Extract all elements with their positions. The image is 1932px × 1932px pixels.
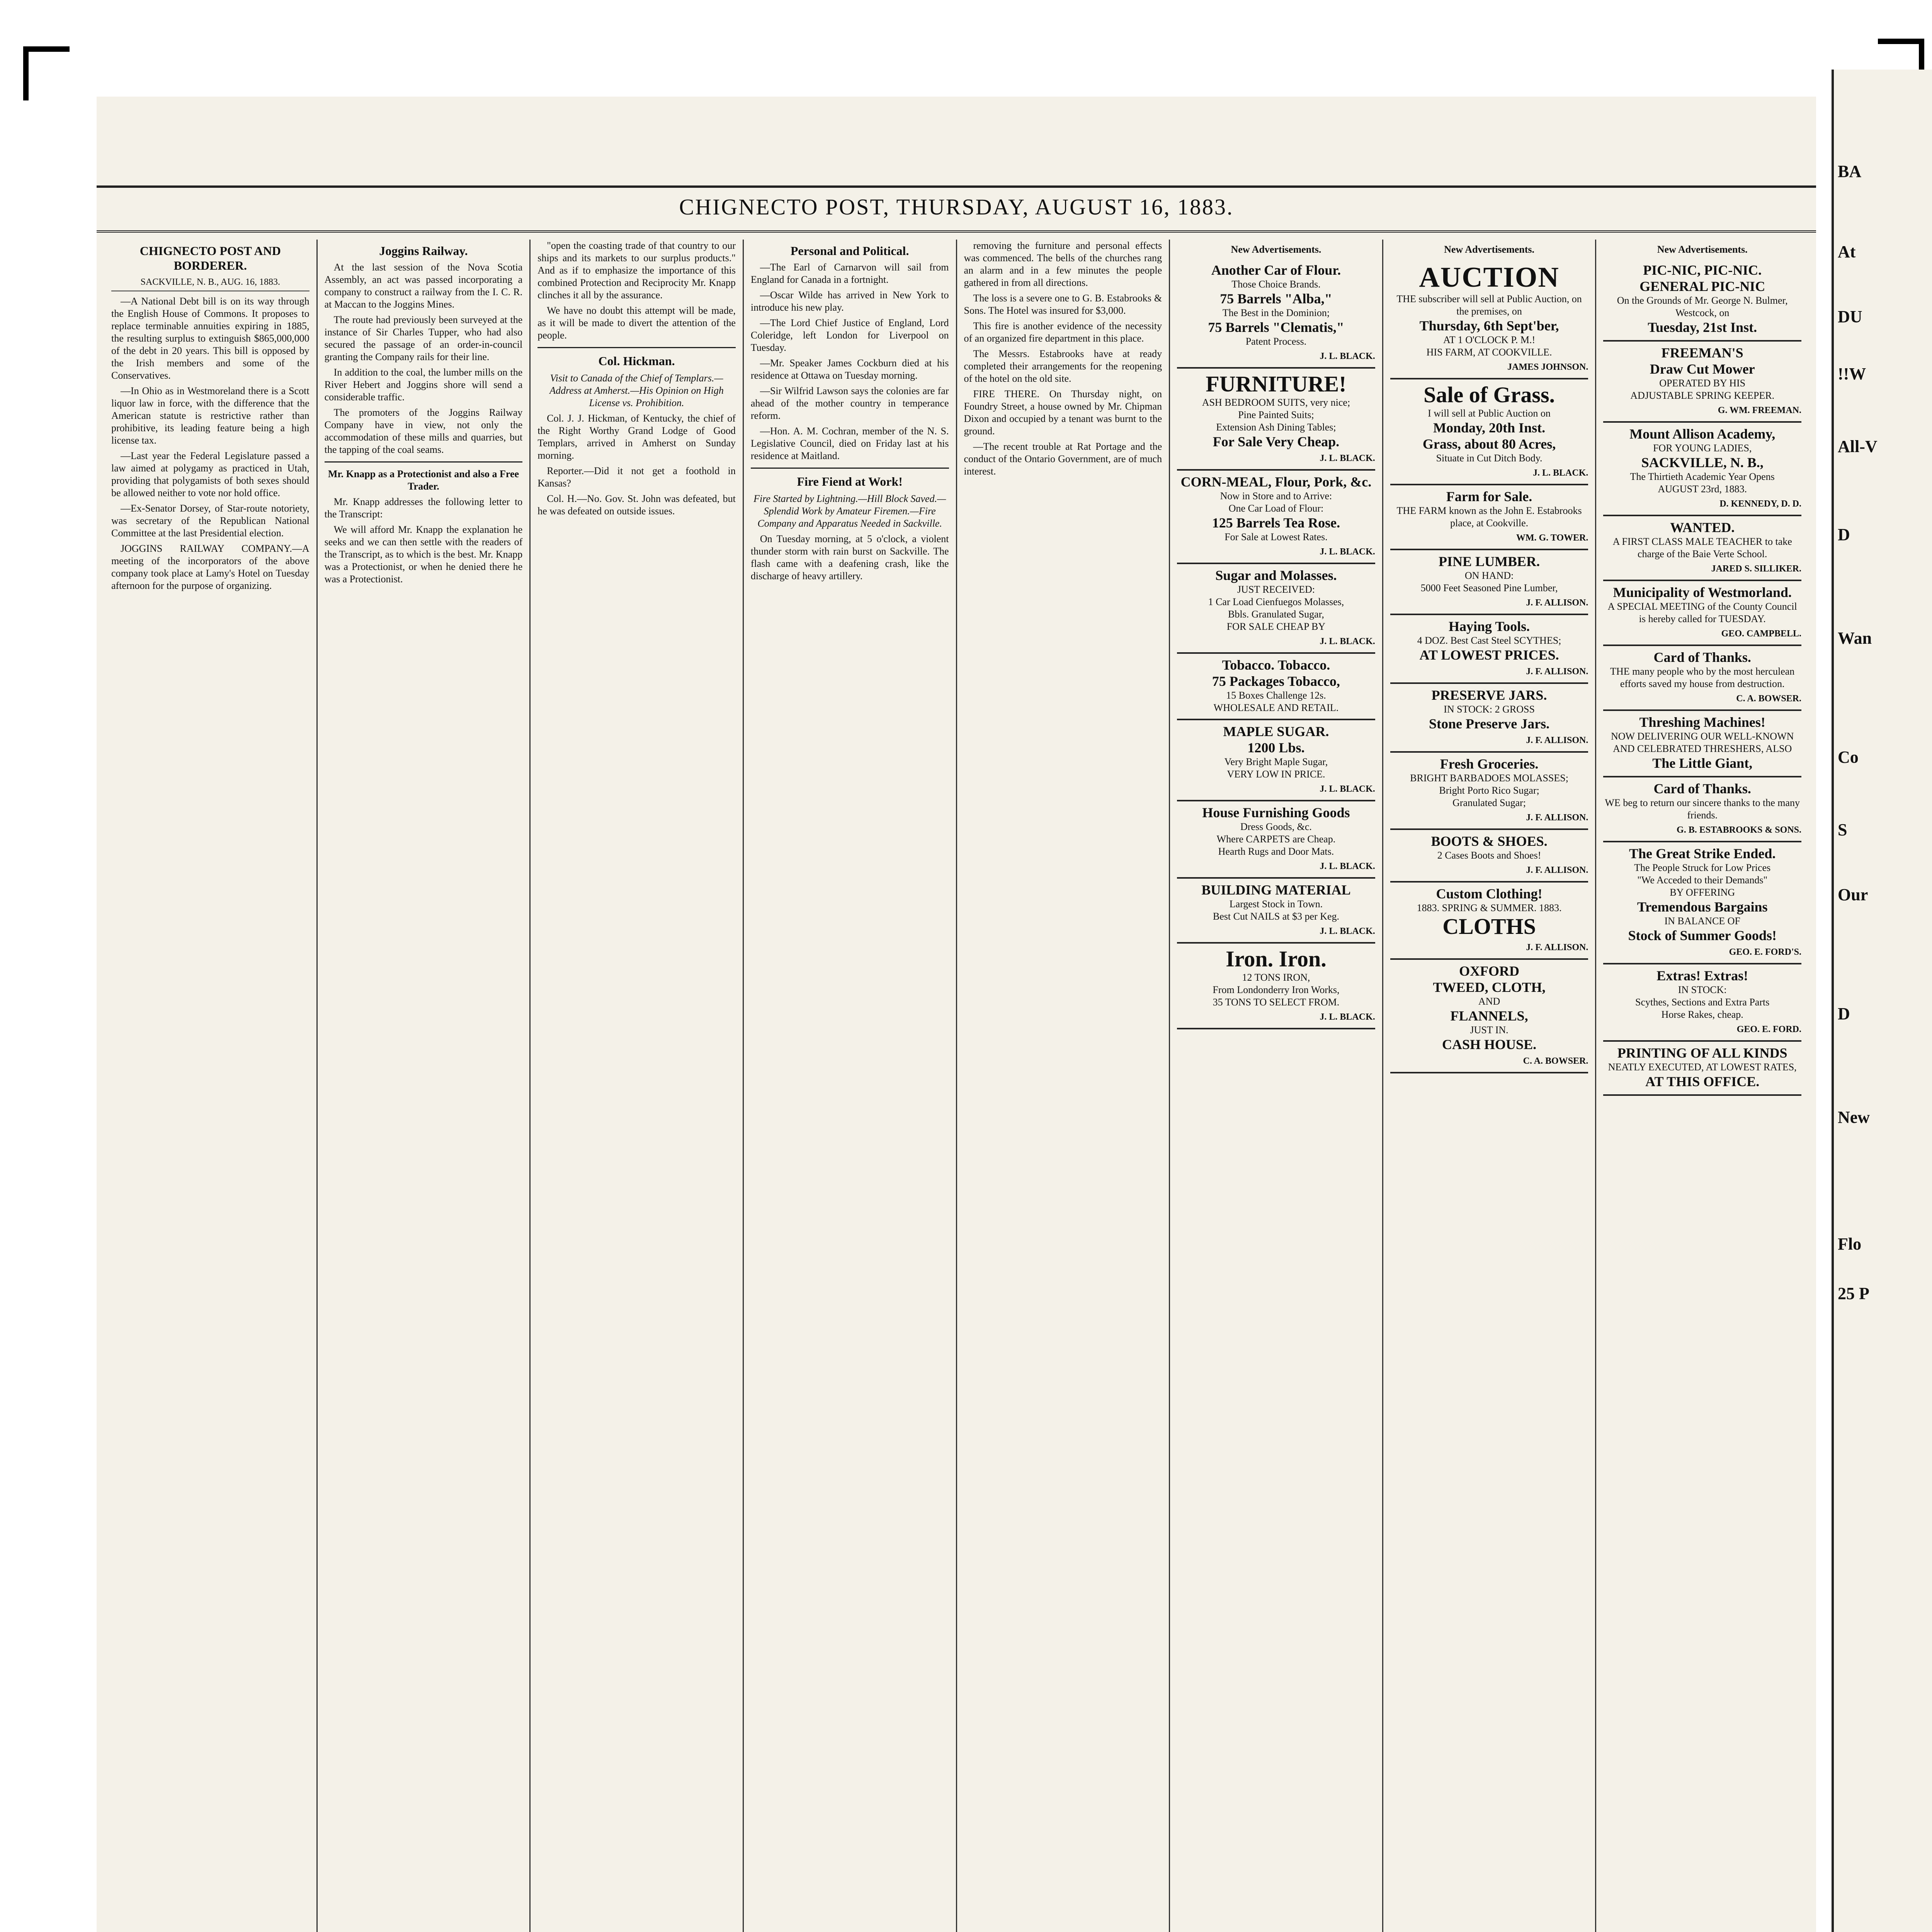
- ad-title: Municipality of Westmorland.: [1613, 585, 1792, 600]
- ad-line: IN STOCK:: [1678, 984, 1727, 995]
- ad-line: FOR YOUNG LADIES,: [1653, 442, 1752, 454]
- ad-extras: [1603, 964, 1801, 1042]
- ad-signature: D. KENNEDY, D. D.: [1719, 499, 1801, 509]
- ad-line: Monday, 20th Inst.: [1433, 420, 1546, 435]
- strip-fragment: D: [1838, 1004, 1850, 1023]
- article-paragraph: We have no doubt this attempt will be made, as it will be made to divert the attention of the people.: [537, 305, 736, 341]
- ad-line: I will sell at Public Auction on: [1428, 408, 1551, 419]
- ad-line: Situate in Cut Ditch Body.: [1436, 452, 1543, 464]
- ad-signature: J. L. BLACK.: [1320, 453, 1375, 463]
- article-paragraph: This fire is another evidence of the necessity of an organized fire department in this place.: [964, 320, 1162, 344]
- ad-signature: GEO. CAMPBELL.: [1721, 629, 1801, 639]
- ad-line: One Car Load of Flour:: [1228, 503, 1324, 514]
- strip-fragment: D: [1838, 525, 1850, 544]
- article-heading: Fire Fiend at Work!: [797, 474, 903, 488]
- ad-card-of-thanks-2: [1603, 777, 1801, 842]
- article-paragraph: The route had previously been surveyed at the instance of Sir Charles Tupper, who had also secured the passage of an order-in-council granting the Company rails for their line.: [324, 314, 523, 362]
- ad-title: OXFORD: [1459, 963, 1520, 979]
- ad-signature: J. L. BLACK.: [1320, 784, 1375, 794]
- ad-line: 125 Barrels Tea Rose.: [1212, 515, 1340, 531]
- ad-line: ADJUSTABLE SPRING KEEPER.: [1630, 390, 1775, 401]
- ad-sugar-molasses: [1177, 564, 1375, 654]
- ad-title: CORN-MEAL, Flour, Pork, &c.: [1180, 474, 1372, 490]
- article-paragraph: —Hon. A. M. Cochran, member of the N. S. Legislative Council, died on Friday last at his residence at Maitland.: [750, 425, 949, 461]
- ad-title: Sugar and Molasses.: [1215, 568, 1337, 583]
- column-8-ads: [1596, 240, 1808, 1932]
- strip-fragment: S: [1838, 820, 1847, 839]
- ad-title: Farm for Sale.: [1446, 489, 1532, 504]
- ad-title: PRINTING OF ALL KINDS: [1617, 1045, 1787, 1061]
- ad-line: Where CARPETS are Cheap.: [1216, 833, 1336, 845]
- ad-line: AT THIS OFFICE.: [1645, 1074, 1760, 1089]
- ad-line: Now in Store and to Arrive:: [1220, 490, 1332, 502]
- ad-line: FOR SALE CHEAP BY: [1226, 621, 1326, 632]
- ad-line: Granulated Sugar;: [1452, 797, 1526, 808]
- newspaper-page: [97, 97, 1816, 1932]
- ad-line: 4 DOZ. Best Cast Steel SCYTHES;: [1417, 635, 1561, 646]
- ad-line: Those Choice Brands.: [1231, 279, 1321, 290]
- ad-title: Card of Thanks.: [1653, 650, 1751, 665]
- ad-title: WANTED.: [1670, 520, 1735, 535]
- ad-signature: J. F. ALLISON.: [1526, 813, 1588, 823]
- ad-haying-tools: [1390, 615, 1588, 684]
- ad-title: Iron. Iron.: [1226, 946, 1327, 971]
- ad-signature: C. A. BOWSER.: [1523, 1056, 1588, 1066]
- ad-line: THE subscriber will sell at Public Auction, on the premises, on: [1396, 293, 1582, 317]
- ad-line: The People Struck for Low Prices: [1634, 862, 1771, 873]
- ad-line: Stone Preserve Jars.: [1429, 716, 1550, 731]
- ad-line: The Little Giant,: [1652, 755, 1753, 771]
- article-paragraph: "open the coasting trade of that country to our ships and its markets to our surplus products." And as if to emphasize the importance of this combined Protection and Reciprocity Mr. Knapp clinches it all by the assurance.: [537, 240, 736, 301]
- ad-title: Custom Clothing!: [1436, 886, 1543, 901]
- ad-line: 12 TONS IRON,: [1242, 972, 1310, 983]
- ad-line: GENERAL PIC-NIC: [1639, 279, 1765, 294]
- ad-line: 75 Packages Tobacco,: [1212, 673, 1340, 689]
- divider: [325, 461, 523, 463]
- ad-signature: G. B. ESTABROOKS & SONS.: [1677, 825, 1801, 835]
- ad-tobacco: [1177, 654, 1375, 720]
- ad-line: The Thirtieth Academic Year Opens: [1630, 471, 1775, 482]
- frame-mark-top-left-v: [23, 46, 29, 100]
- ad-line: CLOTHS: [1442, 914, 1536, 939]
- ad-signature: J. L. BLACK.: [1320, 351, 1375, 361]
- ad-fresh-groceries: [1390, 753, 1588, 830]
- ad-signature: JAMES JOHNSON.: [1507, 362, 1588, 372]
- article-paragraph: —Last year the Federal Legislature passed a law aimed at polygamy as practiced in Utah, providing that polygamists of both sexes should be allowed neither to vote nor hold office.: [111, 450, 310, 498]
- ad-line: On the Grounds of Mr. George N. Bulmer, Westcock, on: [1617, 295, 1788, 318]
- ad-signature: JARED S. SILLIKER.: [1711, 564, 1801, 574]
- ad-signature: J. F. ALLISON.: [1526, 942, 1588, 952]
- ad-line: Very Bright Maple Sugar,: [1224, 756, 1328, 767]
- ad-line: Thursday, 6th Sept'ber,: [1419, 318, 1559, 333]
- ad-title: PRESERVE JARS.: [1431, 687, 1547, 703]
- ad-picnic: [1603, 259, 1801, 342]
- ad-municipality: [1603, 581, 1801, 646]
- ad-preserve-jars: [1390, 684, 1588, 753]
- ad-line: VERY LOW IN PRICE.: [1227, 769, 1325, 780]
- ad-line: FLANNELS,: [1450, 1008, 1528, 1024]
- ad-line: AND: [1478, 996, 1500, 1007]
- ad-line: IN BALANCE OF: [1664, 915, 1740, 927]
- article-paragraph: —Sir Wilfrid Lawson says the colonies are far ahead of the mother country in temperance reform.: [750, 385, 949, 421]
- ad-maple-sugar: [1177, 720, 1375, 801]
- article-paragraph: Col. J. J. Hickman, of Kentucky, the chief of the Right Worthy Grand Lodge of Good Templars, arrived in Amherst on Sunday morning.: [537, 413, 736, 461]
- ad-line: THE FARM known as the John E. Estabrooks place, at Cookville.: [1396, 505, 1582, 529]
- ad-line: For Sale Very Cheap.: [1213, 434, 1340, 449]
- ad-signature: J. F. ALLISON.: [1526, 598, 1588, 608]
- ad-title: Another Car of Flour.: [1211, 262, 1341, 278]
- ad-auction: [1390, 259, 1588, 379]
- ad-line: Horse Rakes, cheap.: [1661, 1009, 1743, 1020]
- ad-line: IN STOCK: 2 GROSS: [1444, 704, 1535, 715]
- column-6-ads: [1170, 240, 1383, 1932]
- ad-title: FREEMAN'S: [1661, 345, 1743, 361]
- ad-title: Fresh Groceries.: [1440, 756, 1539, 772]
- ad-title: Threshing Machines!: [1639, 714, 1765, 730]
- ad-flour: [1177, 259, 1375, 369]
- divider: [537, 347, 736, 348]
- article-paragraph: —Ex-Senator Dorsey, of Star-route notoriety, was secretary of the Republican National Committee at the last Presidential election.: [111, 503, 310, 539]
- ad-line: THE many people who by the most herculean efforts saved my house from destruction.: [1610, 666, 1795, 689]
- article-paragraph: The promoters of the Joggins Railway Company have in view, not only the accommodation of these mills and quarries, but the tapping of the coal seams.: [324, 407, 523, 455]
- ad-line: 35 TONS TO SELECT FROM.: [1213, 997, 1340, 1008]
- article-paragraph: —A National Debt bill is on its way through the English House of Commons. It proposes to replace terminable annuities expiring in 1885, the resulting surplus to extinguish $865,000,000 of the debt in 20 years. This bill is opposed by the Irish members and some of the Conservatives.: [111, 296, 310, 381]
- ad-pine-lumber: [1390, 550, 1588, 615]
- ad-line: Draw Cut Mower: [1650, 361, 1755, 377]
- ad-line: OPERATED BY HIS: [1659, 378, 1746, 389]
- ad-line: Scythes, Sections and Extra Parts: [1635, 997, 1770, 1008]
- ad-line: Largest Stock in Town.: [1229, 898, 1323, 910]
- column-3: [531, 240, 744, 1932]
- ad-title: PINE LUMBER.: [1439, 554, 1540, 569]
- ad-line: Bright Porto Rico Sugar;: [1439, 785, 1539, 796]
- ad-title: Haying Tools.: [1449, 619, 1530, 634]
- column-4: [744, 240, 957, 1932]
- ad-signature: J. F. ALLISON.: [1526, 735, 1588, 745]
- ad-line: Extension Ash Dining Tables;: [1216, 422, 1336, 433]
- ad-cornmeal: [1177, 471, 1375, 564]
- ad-title: MAPLE SUGAR.: [1223, 724, 1329, 739]
- ad-line: "We Acceded to their Demands": [1637, 874, 1768, 886]
- ad-signature: C. A. BOWSER.: [1736, 694, 1801, 704]
- article-heading: Col. Hickman.: [598, 354, 675, 368]
- ad-signature: WM. G. TOWER.: [1516, 533, 1588, 543]
- ad-line: JUST RECEIVED:: [1237, 584, 1315, 595]
- ad-line: JUST IN.: [1470, 1024, 1509, 1036]
- article-paragraph: Reporter.—Did it not get a foothold in Kansas?: [537, 465, 736, 489]
- ad-line: ASH BEDROOM SUITS, very nice;: [1202, 397, 1350, 408]
- ad-line: Best Cut NAILS at $3 per Keg.: [1213, 911, 1339, 922]
- article-paragraph: Col. H.—No. Gov. St. John was defeated, but he was defeated on outside issues.: [537, 493, 736, 517]
- ad-title: BUILDING MATERIAL: [1201, 882, 1351, 898]
- ad-signature: J. L. BLACK.: [1320, 861, 1375, 871]
- ad-line: Tuesday, 21st Inst.: [1648, 320, 1757, 335]
- article-paragraph: —The Earl of Carnarvon will sail from England for Canada in a fortnight.: [750, 262, 949, 285]
- article-subheading: Mr. Knapp as a Protectionist and also a Free Trader.: [328, 468, 519, 492]
- strip-fragment: !!W: [1838, 364, 1866, 383]
- column-1: [104, 240, 318, 1932]
- ad-signature: J. L. BLACK.: [1320, 926, 1375, 936]
- ad-title: Mount Allison Academy,: [1629, 426, 1776, 442]
- ad-threshing-machines: [1603, 711, 1801, 777]
- article-paragraph: FIRE THERE. On Thursday night, on Foundry Street, a house owned by Mr. Chipman Dixon and occupied by a tenant was burnt to the ground.: [964, 388, 1162, 437]
- article-paragraph: —Oscar Wilde has arrived in New York to introduce his new play.: [750, 289, 949, 313]
- ad-title: FURNITURE!: [1206, 371, 1347, 396]
- ad-line: ON HAND:: [1464, 570, 1514, 581]
- ad-sale-of-grass: [1390, 379, 1588, 485]
- strip-fragment: BA: [1838, 162, 1862, 181]
- ad-line: BY OFFERING: [1670, 887, 1735, 898]
- column-container: [104, 240, 1808, 1932]
- strip-fragment: Co: [1838, 748, 1859, 767]
- column-7-ads: [1383, 240, 1597, 1932]
- strip-fragment: Flo: [1838, 1235, 1862, 1253]
- ad-line: A FIRST CLASS MALE TEACHER to take charge of the Baie Verte School.: [1612, 536, 1792, 560]
- ad-line: 1 Car Load Cienfuegos Molasses,: [1208, 596, 1344, 607]
- ad-title: House Furnishing Goods: [1202, 805, 1350, 820]
- ad-line: WE beg to return our sincere thanks to the many friends.: [1605, 797, 1800, 821]
- ad-line: AUGUST 23rd, 1883.: [1658, 483, 1747, 495]
- article-paragraph: The Messrs. Estabrooks have at ready completed their arrangements for the reopening of the hotel on the old site.: [964, 348, 1162, 384]
- ad-signature: J. L. BLACK.: [1320, 547, 1375, 557]
- article-subtitle: Fire Started by Lightning.—Hill Block Saved.—Splendid Work by Amateur Firemen.—Fire Company and Apparatus Needed in Sackville.: [753, 493, 946, 529]
- strip-fragment: 25 P: [1838, 1284, 1869, 1303]
- article-paragraph: We will afford Mr. Knapp the explanation he seeks and we can then settle with the readers of the Transcript, as to which is the best. Mr. Knapp was a Protectionist, or when he denied there he was a Protectionist.: [324, 524, 523, 585]
- ad-signature: GEO. E. FORD.: [1736, 1024, 1801, 1034]
- ad-line: CASH HOUSE.: [1442, 1037, 1537, 1052]
- ad-signature: G. WM. FREEMAN.: [1718, 405, 1801, 415]
- ad-signature: J. L. BLACK.: [1320, 636, 1375, 646]
- ad-freeman-mower: [1603, 342, 1801, 423]
- ad-line: SACKVILLE, N. B.,: [1641, 455, 1764, 470]
- ad-line: Grass, about 80 Acres,: [1422, 436, 1556, 452]
- article-paragraph: —In Ohio as in Westmoreland there is a Scott liquor law in force, with the difference that the American statute is restrictive rather than prohibitive, its leading feature being a high license tax.: [111, 385, 310, 446]
- ads-header: New Advertisements.: [1657, 244, 1748, 255]
- strip-fragment: At: [1838, 242, 1856, 261]
- ad-line: Pine Painted Suits;: [1238, 409, 1314, 420]
- frame-mark-top-left-h: [23, 46, 70, 52]
- ad-line: For Sale at Lowest Rates.: [1225, 531, 1328, 543]
- ad-line: NEATLY EXECUTED, AT LOWEST RATES,: [1608, 1061, 1797, 1073]
- ad-line: AT LOWEST PRICES.: [1419, 647, 1559, 663]
- ad-wanted-teacher: [1603, 516, 1801, 581]
- ad-line: Hearth Rugs and Door Mats.: [1218, 846, 1334, 857]
- ad-signature: GEO. E. FORD'S.: [1729, 947, 1801, 957]
- ad-line: Bbls. Granulated Sugar,: [1228, 609, 1324, 620]
- ad-house-furnishing: [1177, 801, 1375, 879]
- ad-line: WHOLESALE AND RETAIL.: [1213, 702, 1339, 713]
- ad-signature: J. L. BLACK.: [1533, 468, 1588, 478]
- ad-signature: J. L. BLACK.: [1320, 1012, 1375, 1022]
- ad-title: AUCTION: [1419, 262, 1560, 293]
- ad-line: 15 Boxes Challenge 12s.: [1226, 690, 1326, 701]
- ad-custom-clothing: [1390, 883, 1588, 960]
- ad-oxford-tweed: [1390, 960, 1588, 1073]
- ad-line: Dress Goods, &c.: [1240, 821, 1312, 832]
- ad-line: A SPECIAL MEETING of the County Council is hereby called for TUESDAY.: [1607, 601, 1797, 624]
- ad-signature: J. F. ALLISON.: [1526, 865, 1588, 875]
- article-paragraph: JOGGINS RAILWAY COMPANY.—A meeting of the incorporators of the above company took place at Lamy's Hotel on Tuesday afternoon for the purpose of organizing.: [111, 543, 310, 591]
- ad-line: 2 Cases Boots and Shoes!: [1437, 850, 1541, 861]
- dateline: SACKVILLE, N. B., AUG. 16, 1883.: [111, 276, 310, 291]
- ad-line: The Best in the Dominion;: [1222, 307, 1330, 318]
- ad-card-of-thanks-1: [1603, 646, 1801, 711]
- ad-line: Patent Process.: [1245, 336, 1307, 347]
- adjacent-page-strip: [1832, 70, 1932, 1932]
- article-paragraph: On Tuesday morning, at 5 o'clock, a violent thunder storm with rain burst on Sackville. The flash came with a deafening crash, like the discharge of heavy artillery.: [750, 533, 949, 582]
- ad-title: Sale of Grass.: [1423, 382, 1555, 407]
- frame-mark-top-right-h: [1878, 39, 1924, 44]
- strip-fragment: Wan: [1838, 629, 1872, 648]
- ad-line: BRIGHT BARBADOES MOLASSES;: [1410, 772, 1568, 784]
- paper-heading: CHIGNECTO POST AND BORDERER.: [139, 244, 281, 272]
- strip-fragment: Our: [1838, 885, 1868, 904]
- article-paragraph: Mr. Knapp addresses the following letter to the Transcript:: [324, 496, 523, 520]
- ad-building-material: [1177, 879, 1375, 944]
- ad-line: 5000 Feet Seasoned Pine Lumber,: [1420, 582, 1558, 594]
- ad-line: 1200 Lbs.: [1247, 740, 1305, 755]
- article-subtitle: Visit to Canada of the Chief of Templars.—Address at Amherst.—His Opinion on High License vs. Prohibition.: [549, 372, 724, 408]
- ad-line: 75 Barrels "Alba,": [1220, 291, 1332, 306]
- ad-title: BOOTS & SHOES.: [1431, 833, 1548, 849]
- ad-mount-allison: [1603, 423, 1801, 516]
- ad-title: Tobacco. Tobacco.: [1222, 657, 1330, 673]
- strip-fragment: DU: [1838, 307, 1862, 326]
- ad-title: The Great Strike Ended.: [1629, 846, 1776, 861]
- article-paragraph: —The Lord Chief Justice of England, Lord Coleridge, left London for Liverpool on Tuesday.: [750, 317, 949, 353]
- ad-line: NOW DELIVERING OUR WELL-KNOWN AND CELEBRATED THRESHERS, ALSO: [1611, 731, 1794, 754]
- ad-title: Card of Thanks.: [1653, 781, 1751, 796]
- article-heading: Joggins Railway.: [379, 244, 468, 258]
- strip-fragment: New: [1838, 1108, 1870, 1127]
- article-paragraph: —Mr. Speaker James Cockburn died at his residence at Ottawa on Tuesday morning.: [750, 357, 949, 381]
- ads-header: New Advertisements.: [1444, 244, 1535, 255]
- ad-great-strike: [1603, 842, 1801, 964]
- ad-line: TWEED, CLOTH,: [1433, 980, 1546, 995]
- column-5: [957, 240, 1170, 1932]
- ad-line: HIS FARM, AT COOKVILLE.: [1426, 347, 1552, 358]
- ad-signature: J. F. ALLISON.: [1526, 667, 1588, 677]
- ad-furniture: [1177, 369, 1375, 471]
- ad-line: 75 Barrels "Clematis,": [1208, 320, 1344, 335]
- ad-line: 1883. SPRING & SUMMER. 1883.: [1417, 902, 1562, 913]
- ad-line: From Londonderry Iron Works,: [1213, 984, 1340, 995]
- ad-boots-shoes: [1390, 830, 1588, 883]
- article-paragraph: removing the furniture and personal effects was commenced. The bells of the churches rang an alarm and in a few minutes the people gathered in from all directions.: [964, 240, 1162, 288]
- article-paragraph: —The recent trouble at Rat Portage and the conduct of the Ontario Government, are of much interest.: [964, 441, 1162, 477]
- article-paragraph: The loss is a severe one to G. B. Estabrooks & Sons. The Hotel was insured for $3,000.: [964, 293, 1162, 316]
- divider: [751, 468, 949, 469]
- ad-line: AT 1 O'CLOCK P. M.!: [1443, 334, 1536, 345]
- ad-title: Extras! Extras!: [1656, 968, 1748, 983]
- article-paragraph: In addition to the coal, the lumber mills on the River Hebert and Joggins shore will send a considerable traffic.: [324, 367, 523, 403]
- ad-line: Tremendous Bargains: [1637, 899, 1768, 915]
- column-2: [318, 240, 531, 1932]
- ad-line: Stock of Summer Goods!: [1628, 928, 1777, 943]
- ad-printing: [1603, 1042, 1801, 1096]
- article-heading: Personal and Political.: [790, 244, 909, 258]
- article-paragraph: At the last session of the Nova Scotia Assembly, an act was passed incorporating a company to construct a railway from the I. C. R. at Maccan to the Joggins Mines.: [324, 262, 523, 310]
- ad-title: PIC-NIC, PIC-NIC.: [1643, 262, 1762, 278]
- masthead: CHIGNECTO POST, THURSDAY, AUGUST 16, 1883.: [97, 185, 1816, 233]
- ad-farm-for-sale: [1390, 485, 1588, 550]
- ad-iron: [1177, 944, 1375, 1029]
- strip-fragment: All-V: [1838, 437, 1878, 456]
- ads-header: New Advertisements.: [1231, 244, 1321, 255]
